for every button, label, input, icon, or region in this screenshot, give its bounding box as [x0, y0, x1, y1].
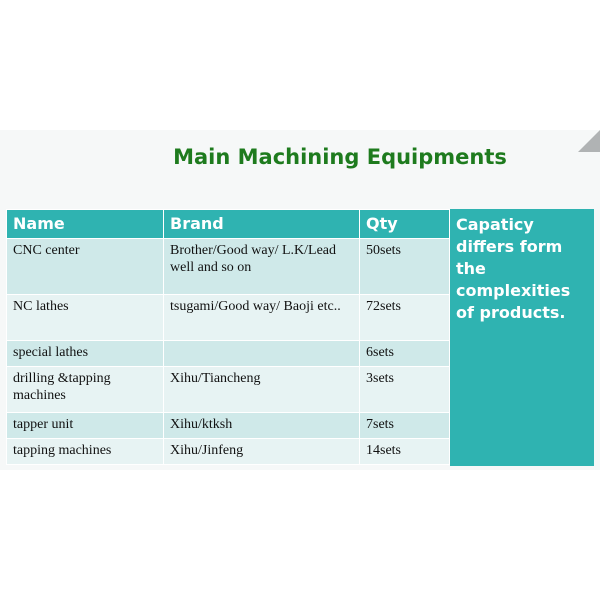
table-row	[7, 439, 450, 465]
cell-brand: Brother/Good way/ L.K/Lead well and so on	[164, 239, 360, 295]
slide-title: Main Machining Equipments	[173, 145, 507, 169]
table-row	[7, 295, 450, 341]
cell-qty: 3sets	[360, 367, 450, 413]
table-header-row	[7, 210, 450, 239]
cell-qty: 7sets	[360, 413, 450, 439]
cell-name: special lathes	[7, 341, 164, 367]
table-row	[7, 413, 450, 439]
table-row	[7, 239, 450, 295]
cell-qty: 72sets	[360, 295, 450, 341]
table-row	[7, 341, 450, 367]
cell-name: drilling &tapping machines	[7, 367, 164, 413]
cell-qty: 6sets	[360, 341, 450, 367]
cell-name: CNC center	[7, 239, 164, 295]
cell-brand: Xihu/Jinfeng	[164, 439, 360, 465]
slide	[0, 130, 600, 470]
header-name: Name	[7, 210, 164, 239]
cell-brand: tsugami/Good way/ Baoji etc..	[164, 295, 360, 341]
cell-name: tapping machines	[7, 439, 164, 465]
header-brand: Brand	[164, 210, 360, 239]
header-qty: Qty	[360, 210, 450, 239]
cell-qty: 50sets	[360, 239, 450, 295]
cell-name: NC lathes	[7, 295, 164, 341]
cell-brand: Xihu/Tiancheng	[164, 367, 360, 413]
equipment-table	[6, 209, 450, 465]
cell-brand: Xihu/ktksh	[164, 413, 360, 439]
table-row	[7, 367, 450, 413]
cell-brand	[164, 341, 360, 367]
cell-name: tapper unit	[7, 413, 164, 439]
cell-qty: 14sets	[360, 439, 450, 465]
capacity-note-box	[450, 209, 594, 466]
capacity-note-text: Capaticy differs form the complexities of products.	[456, 215, 571, 322]
